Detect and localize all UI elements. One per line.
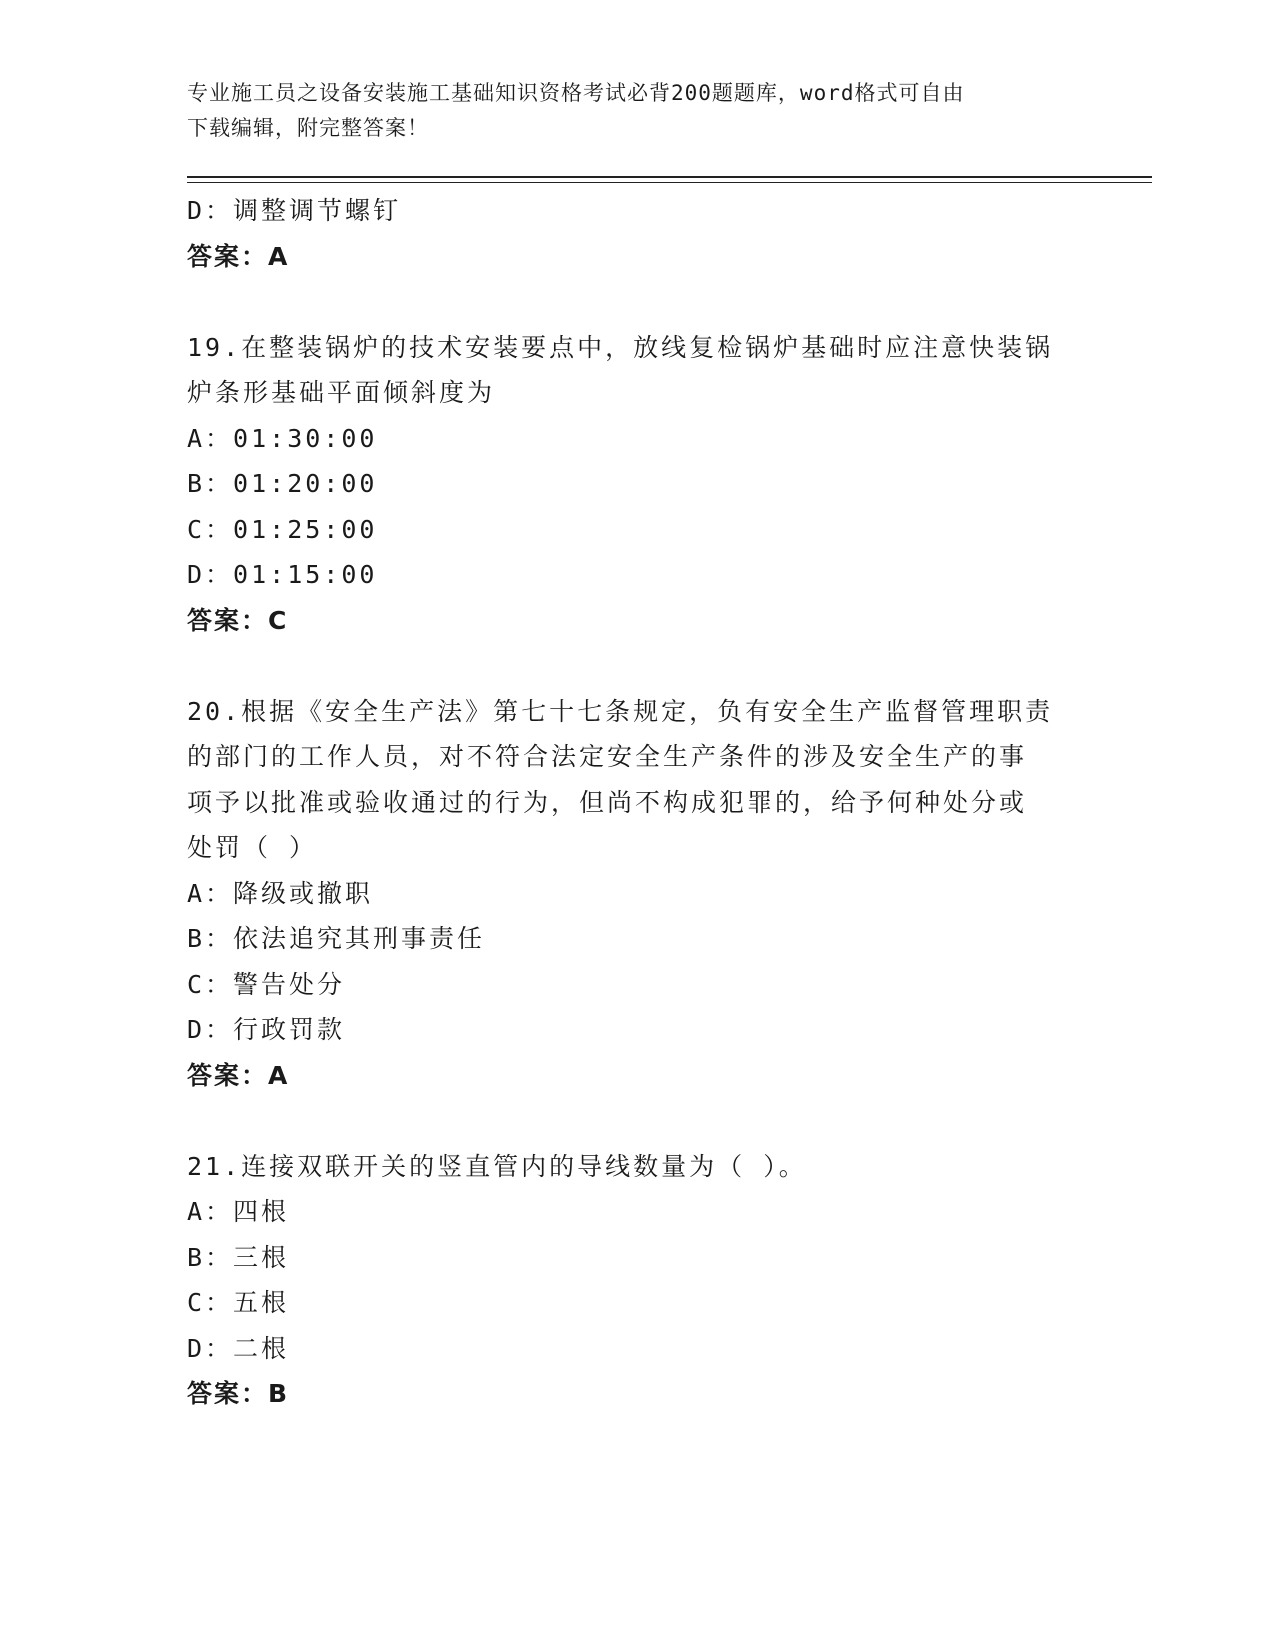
document-header — [187, 76, 1087, 146]
header-line-1: 专业施工员之设备安装施工基础知识资格考试必背200题题库，word格式可自由 — [187, 81, 965, 105]
answer: 答案：A — [187, 241, 290, 271]
header-divider-thin — [187, 182, 1152, 183]
question-text-line: 项予以批准或验收通过的行为，但尚不构成犯罪的，给予何种处分或 — [187, 787, 1028, 817]
answer: 答案：A — [187, 1060, 290, 1090]
option-c: C：警告处分 — [187, 969, 346, 999]
question-text-line: 21.连接双联开关的竖直管内的导线数量为（ ）。 — [187, 1151, 807, 1181]
answer: 答案：C — [187, 605, 289, 635]
question-text-line: 的部门的工作人员，对不符合法定安全生产条件的涉及安全生产的事 — [187, 742, 1028, 771]
previous-question-tail — [187, 188, 1087, 279]
header-line-2: 下载编辑，附完整答案！ — [187, 116, 429, 140]
question-20 — [187, 689, 1087, 1099]
question-text-line: 炉条形基础平面倾斜度为 — [187, 378, 496, 407]
question-text-line: 20.根据《安全生产法》第七十七条规定，负有安全生产监督管理职责 — [187, 696, 1054, 726]
option-d: D：01:15:00 — [187, 560, 378, 589]
answer: 答案：B — [187, 1379, 290, 1408]
option-c: C：五根 — [187, 1288, 290, 1317]
option-a: A：四根 — [187, 1197, 290, 1226]
option-a: A：降级或撤职 — [187, 878, 374, 908]
header-divider-thick — [187, 176, 1152, 178]
option-d: D：调整调节螺钉 — [187, 196, 402, 225]
option-d: D：行政罚款 — [187, 1015, 346, 1044]
option-b: B：依法追究其刑事责任 — [187, 924, 486, 953]
option-a: A：01:30:00 — [187, 423, 378, 453]
option-b: B：01:20:00 — [187, 469, 378, 498]
question-21 — [187, 1144, 1087, 1417]
option-d: D：二根 — [187, 1333, 290, 1363]
option-c: C：01:25:00 — [187, 514, 378, 544]
question-text-line: 处罚（ ） — [187, 833, 318, 862]
question-19 — [187, 325, 1087, 644]
option-b: B：三根 — [187, 1242, 290, 1272]
document-body — [187, 188, 1087, 1417]
question-text-line: 19.在整装锅炉的技术安装要点中，放线复检锅炉基础时应注意快装锅 — [187, 332, 1054, 362]
